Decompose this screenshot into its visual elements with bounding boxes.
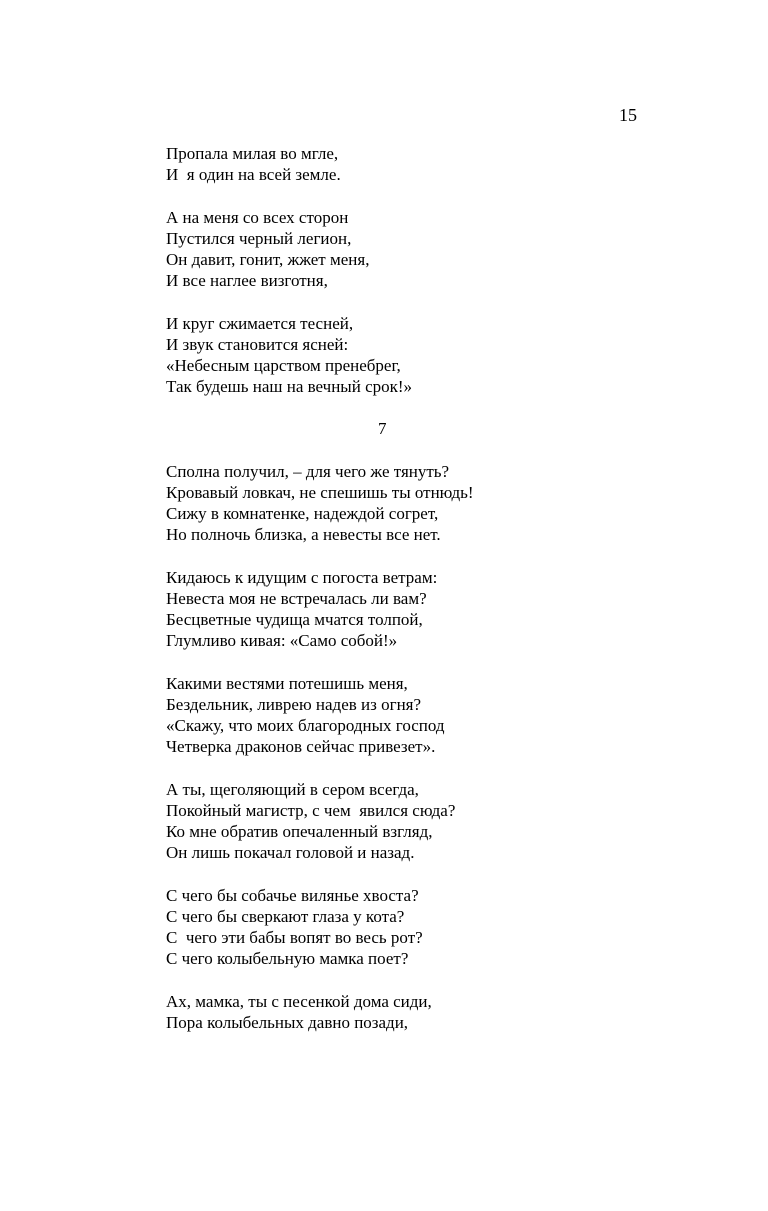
stanza-gap — [166, 652, 686, 673]
stanza — [166, 991, 686, 1033]
poem-line: Сполна получил, – для чего же тянуть? — [166, 461, 450, 481]
page-number: 15 — [619, 105, 637, 125]
poem-line: А ты, щеголяющий в сером всегда, — [166, 779, 419, 799]
poem-line: С чего бы собачье вилянье хвоста? — [166, 885, 419, 905]
poem-line: С чего бы сверкают глаза у кота? — [166, 906, 405, 926]
poem-line: Пустился черный легион, — [166, 228, 352, 248]
stanza-gap — [166, 863, 686, 884]
stanza-gap — [166, 440, 686, 461]
poem-line: Он лишь покачал головой и назад. — [166, 843, 415, 863]
poem-line: «Небесным царством пренебрег, — [166, 355, 401, 375]
stanza — [166, 207, 686, 292]
poem-part-after — [166, 461, 686, 1033]
poem-line: Бездельник, ливрею надев из огня? — [166, 694, 422, 714]
poem-line: Невеста моя не встречалась ли вам? — [166, 588, 427, 608]
stanza — [166, 313, 686, 398]
poem-line: Какими вестями потешишь меня, — [166, 673, 408, 693]
stanza-gap — [166, 185, 686, 206]
stanza — [166, 673, 686, 758]
poem-line: Покойный магистр, с чем явился сюда? — [166, 800, 456, 820]
poem-line: С чего эти бабы вопят во весь рот? — [166, 927, 423, 947]
poem-line: «Скажу, что моих благородных господ — [166, 716, 445, 736]
stanza — [166, 461, 686, 546]
poem-line: Кидаюсь к идущим с погоста ветрам: — [166, 567, 438, 587]
poem-line: Сижу в комнатенке, надеждой согрет, — [166, 504, 439, 524]
poem-line: Глумливо кивая: «Само собой!» — [166, 631, 398, 651]
poem-line: И круг сжимается тесней, — [166, 313, 354, 333]
stanza-gap — [166, 546, 686, 567]
stanza-gap — [166, 291, 686, 312]
stanza-gap — [166, 757, 686, 778]
poem-line: Ко мне обратив опечаленный взгляд, — [166, 822, 433, 841]
poem-text — [166, 143, 686, 1033]
poem-line: И звук становится ясней: — [166, 334, 349, 354]
stanza — [166, 567, 686, 652]
poem-line: Четверка драконов сейчас привезет». — [166, 737, 436, 757]
poem-line: Он давит, гонит, жжет меня, — [166, 249, 370, 269]
poem-line: И все наглее визготня, — [166, 271, 328, 291]
poem-line: Бесцветные чудища мчатся толпой, — [166, 610, 423, 630]
poem-line: Кровавый ловкач, не спешишь ты отнюдь! — [166, 483, 474, 502]
poem-part-before — [166, 143, 686, 397]
stanza-gap — [166, 397, 686, 418]
stanza — [166, 885, 686, 970]
poem-line: А на меня со всех сторон — [166, 207, 349, 227]
stanza — [166, 779, 686, 864]
poem-line: С чего колыбельную мамка поет? — [166, 949, 409, 969]
stanza — [166, 143, 686, 185]
poem-line: Так будешь наш на вечный срок!» — [166, 377, 413, 397]
poem-line: И я один на всей земле. — [166, 165, 341, 185]
poem-line: Но полночь близка, а невесты все нет. — [166, 525, 441, 545]
stanza-gap — [166, 969, 686, 990]
poem-line: Пора колыбельных давно позади, — [166, 1012, 409, 1032]
poem-line: Пропала милая во мгле, — [166, 144, 339, 163]
poem-line: Ах, мамка, ты с песенкой дома сиди, — [166, 991, 432, 1011]
section-number: 7 — [378, 419, 387, 439]
